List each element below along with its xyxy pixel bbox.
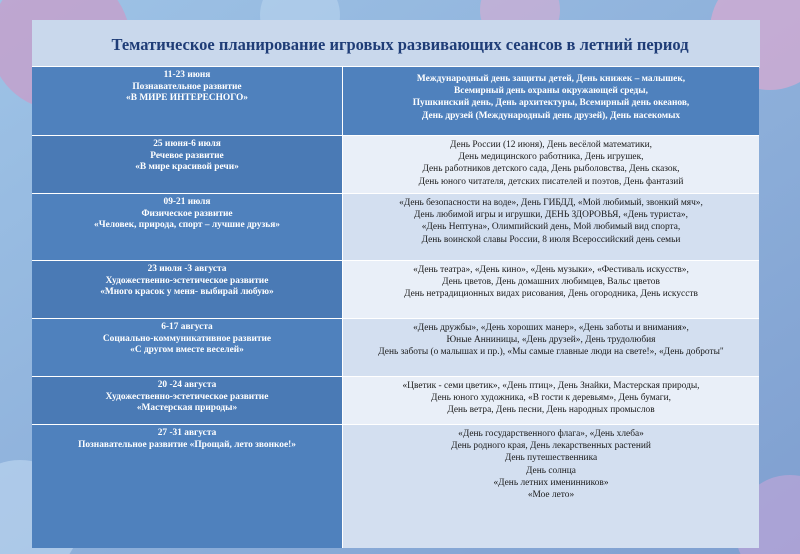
event-line: «День безопасности на воде», День ГИБДД, «Мой любимый, звонкий мяч», [399, 198, 703, 208]
period-line: 20 -24 августа [157, 380, 217, 390]
table-row [32, 66, 759, 135]
period-line: «С другом вместе веселей» [130, 345, 244, 356]
period-line: 6-17 августа [161, 322, 213, 332]
events-cell [343, 136, 759, 193]
period-line: Физическое развитие [141, 208, 233, 219]
event-line: День России (12 июня), День весёлой математики, [450, 140, 652, 150]
table-row [32, 193, 759, 260]
period-line: 25 июня-6 июля [153, 139, 221, 149]
period-line: «Много красок у меня- выбирай любую» [100, 287, 274, 298]
events-cell [343, 194, 759, 260]
period-line: 23 июля -3 августа [147, 264, 227, 274]
period-line: 27 -31 августа [157, 428, 217, 438]
period-line: Художественно-эстетическое развитие [105, 275, 269, 286]
period-cell [32, 67, 343, 135]
event-line: «Цветик - семи цветик», «День птиц», День Знайки, Мастерская природы, [402, 381, 700, 391]
period-line: Познавательное развитие «Прощай, лето звонкое!» [78, 439, 296, 450]
event-line: Всемирный день охраны окружающей среды, [454, 86, 648, 97]
period-cell [32, 377, 343, 424]
event-line: Юные Анниницы, «День друзей», День трудолюбия [446, 335, 656, 346]
period-line: Социально-коммуникативное развитие [102, 333, 272, 344]
event-line: «День театра», «День кино», «День музыки», «Фестиваль искусств», [413, 265, 689, 275]
event-line: Международный день защиты детей, День книжек – малышек, [416, 74, 686, 84]
period-line: «Человек, природа, спорт – лучшие друзья» [94, 220, 280, 231]
period-line: «В МИРЕ ИНТЕРЕСНОГО» [126, 93, 248, 104]
event-line: «День государственного флага», «День хлеба» [458, 429, 644, 439]
events-cell [343, 377, 759, 424]
event-line: День ветра, День песни, День народных промыслов [447, 405, 655, 416]
event-line: День путешественника [504, 453, 598, 464]
period-line: «В мире красивой речи» [135, 162, 239, 173]
period-cell [32, 136, 343, 193]
event-line: День юного читателя, детских писателей и поэтов, День фантазий [418, 176, 684, 187]
period-line: Художественно-эстетическое развитие [105, 391, 269, 402]
event-line: День юного художника, «В гости к деревьям», День бумаги, [430, 393, 672, 404]
event-line: День нетрадиционных видах рисования, День огородника, День искусств [404, 289, 698, 300]
period-line: «Мастерская природы» [136, 403, 238, 414]
table-row [32, 318, 759, 376]
event-line: День родного края, День лекарственных растений [451, 441, 651, 452]
event-line: День цветов, День домашних любимцев, Вальс цветов [442, 277, 660, 288]
event-line: День работников детского сада, День рыболовства, День сказок, [422, 164, 680, 175]
events-cell [343, 425, 759, 548]
period-line: Речевое развитие [150, 150, 224, 161]
period-cell [32, 261, 343, 318]
period-cell [32, 319, 343, 376]
event-line: День друзей (Международный день друзей), День насекомых [421, 110, 681, 121]
event-line: «День дружбы», «День хороших манер», «День заботы и внимания», [413, 323, 689, 333]
event-line: День медицинского работника, День игрушек, [458, 152, 644, 163]
table-row [32, 376, 759, 424]
period-line: 09-21 июля [163, 197, 211, 207]
event-line: День воинской славы России, 8 июля Всероссийский день семьи [421, 234, 681, 245]
period-cell [32, 194, 343, 260]
schedule-table [32, 66, 759, 548]
period-cell [32, 425, 343, 548]
page-title: Тематическое планирование игровых развивающих сеансов в летний период [111, 35, 689, 54]
event-line: «День Нептуна», Олимпийский день, Мой любимый вид спорта, [421, 222, 681, 233]
table-row [32, 424, 759, 548]
event-line: День заботы (о малышах и пр.), «Мы самые главные люди на свете!», «День доброты" [378, 347, 724, 358]
events-cell [343, 319, 759, 376]
event-line: Пушкинский день, День архитектуры, Всемирный день океанов, [412, 98, 690, 109]
event-line: «Мое лето» [527, 490, 575, 501]
period-line: Познавательное развитие [132, 81, 242, 92]
events-cell [343, 67, 759, 135]
event-line: День любимой игры и игрушки, ДЕНЬ ЗДОРОВЬЯ, «День туриста», [414, 210, 688, 221]
table-row [32, 135, 759, 193]
event-line: «День летних именинников» [493, 477, 609, 488]
period-line: 11-23 июня [163, 70, 211, 80]
table-row [32, 260, 759, 318]
events-cell [343, 261, 759, 318]
event-line: День солнца [526, 465, 576, 476]
